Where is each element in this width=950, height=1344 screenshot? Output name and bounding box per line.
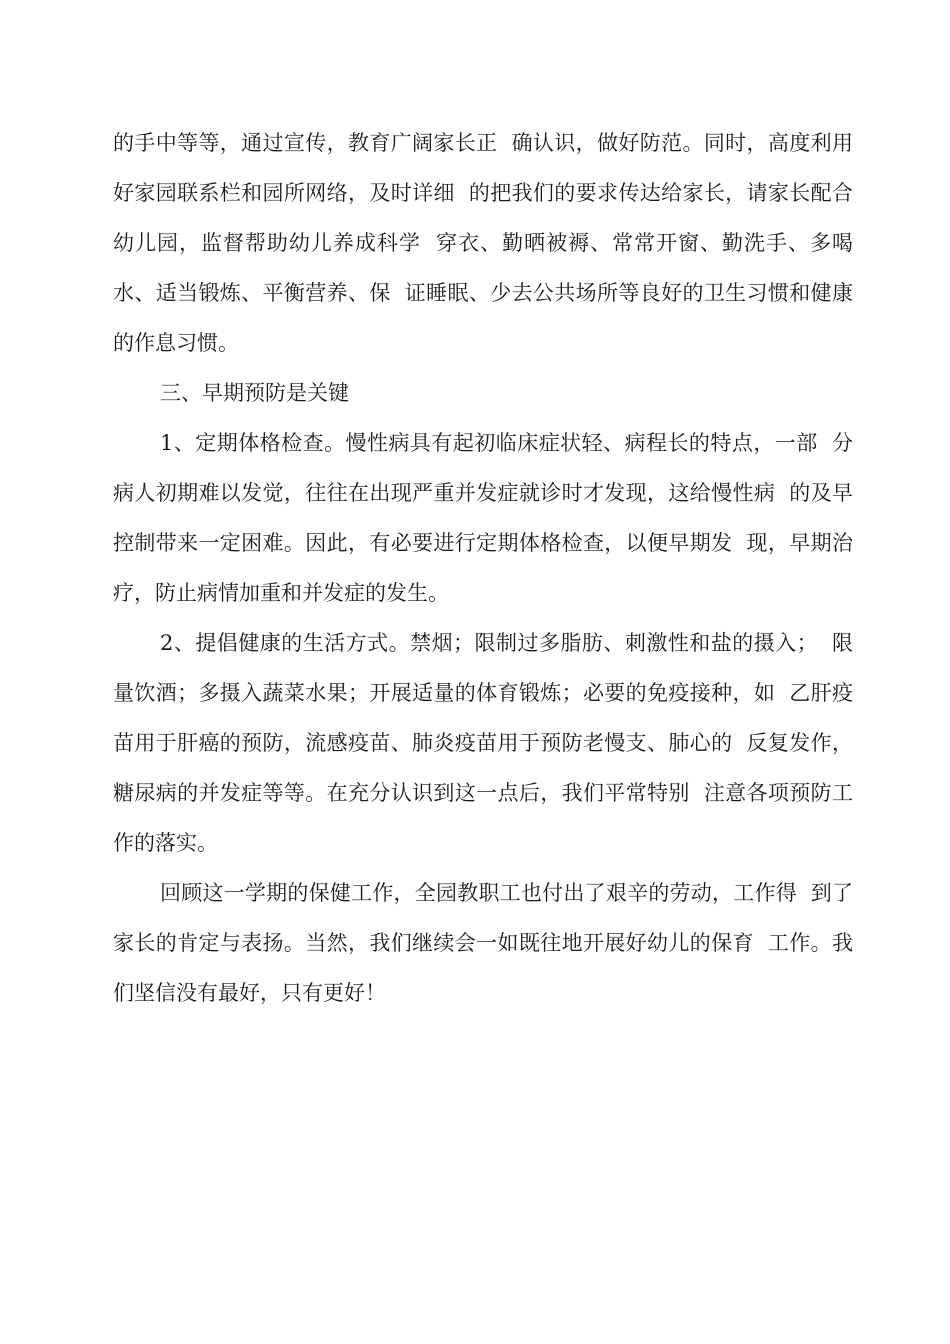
paragraph-line: 量饮酒；多摄入蔬菜水果；开展适量的体育锻炼；必要的免疫接种，如 乙肝疫 bbox=[113, 681, 853, 705]
paragraph-line: 的作息习惯。 bbox=[113, 331, 239, 355]
paragraph-line: 幼儿园，监督帮助幼儿养成科学 穿衣、勤晒被褥、常常开窗、勤洗手、多喝 bbox=[113, 231, 853, 255]
paragraph-line: 糖尿病的并发症等等。在充分认识到这一点后，我们平常特别 注意各项预防工 bbox=[113, 781, 853, 805]
paragraph-line: 的手中等等，通过宣传，教育广阔家长正 确认识，做好防范。同时，高度利用 bbox=[113, 131, 853, 155]
paragraph-line: 作的落实。 bbox=[113, 831, 218, 855]
paragraph-line: 水、适当锻炼、平衡营养、保 证睡眠、少去公共场所等良好的卫生习惯和健康 bbox=[113, 281, 853, 305]
paragraph-line: 病人初期难以发觉，往往在出现严重并发症就诊时才发现，这给慢性病 的及早 bbox=[113, 481, 853, 505]
paragraph-line: 苗用于肝癌的预防，流感疫苗、肺炎疫苗用于预防老慢支、肺心的 反复发作， bbox=[113, 731, 853, 755]
paragraph-line: 回顾这一学期的保健工作，全园教职工也付出了艰辛的劳动，工作得 到了 bbox=[160, 881, 853, 905]
paragraph-line: 1、定期体格检查。慢性病具有起初临床症状轻、病程长的特点，一部 分 bbox=[160, 431, 853, 455]
section-heading: 三、早期预防是关键 bbox=[160, 381, 349, 405]
paragraph-line: 家长的肯定与表扬。当然，我们继续会一如既往地开展好幼儿的保育 工作。我 bbox=[113, 931, 853, 955]
paragraph-line: 好家园联系栏和园所网络，及时详细 的把我们的要求传达给家长，请家长配合 bbox=[113, 181, 853, 205]
paragraph-line: 疗，防止病情加重和并发症的发生。 bbox=[113, 581, 449, 605]
paragraph-line: 2、提倡健康的生活方式。禁烟；限制过多脂肪、刺激性和盐的摄入； 限 bbox=[160, 631, 853, 655]
paragraph-line: 控制带来一定困难。因此，有必要进行定期体格检查，以便早期发 现，早期治 bbox=[113, 531, 853, 555]
paragraph-line: 们坚信没有最好，只有更好！ bbox=[113, 981, 386, 1005]
